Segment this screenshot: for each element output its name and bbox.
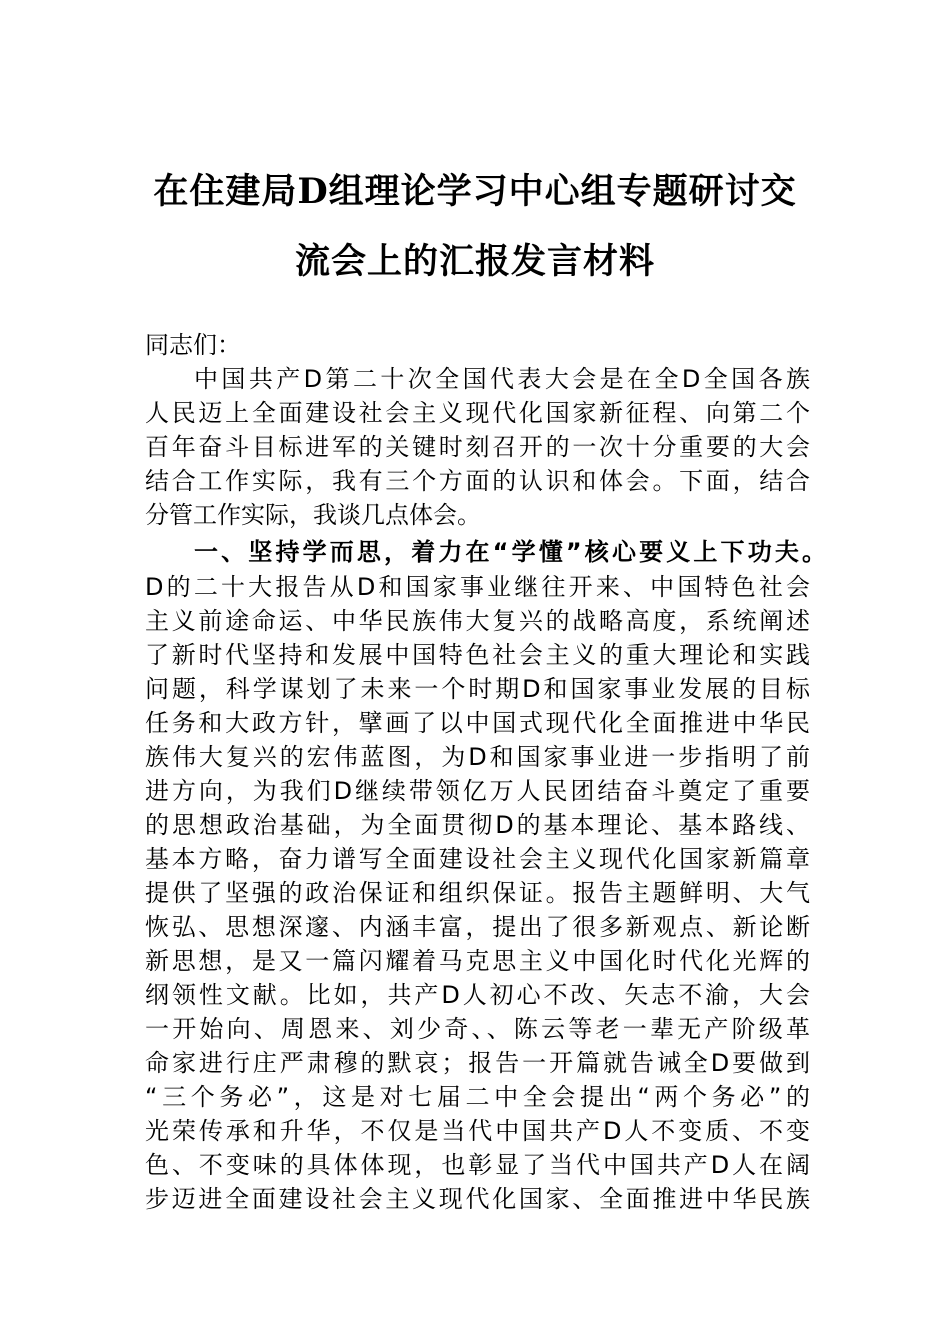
paragraph-2-line: 任务和大政方针，擘画了以中国式现代化全面推进中华民 — [145, 709, 810, 737]
paragraph-1-line: 结合工作实际，我有三个方面的认识和体会。下面，结合 — [145, 467, 810, 495]
paragraph-2-line: 恢弘、思想深邃、内涵丰富，提出了很多新观点、新论断 — [145, 913, 810, 941]
salutation: 同志们： — [145, 331, 241, 359]
paragraph-2-line: 一开始向、周恩来、刘少奇、、陈云等老一辈无产阶级革 — [145, 1015, 810, 1043]
paragraph-2-line: “三个务必”，这是对七届二中全会提出“两个务必”的 — [145, 1083, 810, 1111]
paragraph-2-line: 问题，科学谋划了未来一个时期D和国家事业发展的目标 — [145, 675, 810, 703]
paragraph-2-line: 主义前途命运、中华民族伟大复兴的战略高度，系统阐述 — [145, 607, 810, 635]
paragraph-2-line: 进方向，为我们D继续带领亿万人民团结奋斗奠定了重要 — [145, 777, 810, 805]
section-1-heading: 一、坚持学而思，着力在“学懂”核心要义上下功夫。 — [194, 538, 826, 566]
paragraph-1-line: 中国共产D第二十次全国代表大会是在全D全国各族 — [194, 365, 810, 393]
document-title-line-1: 在住建局D组理论学习中心组专题研讨交 — [153, 171, 797, 212]
paragraph-2-line: 了新时代坚持和发展中国特色社会主义的重大理论和实践 — [145, 641, 810, 669]
paragraph-2-line: 新思想，是又一篇闪耀着马克思主义中国化时代化光辉的 — [145, 947, 810, 975]
paragraph-2-line: 提供了坚强的政治保证和组织保证。报告主题鲜明、大气 — [145, 879, 810, 907]
document-title-line-2: 流会上的汇报发言材料 — [294, 241, 655, 282]
paragraph-2-line: 族伟大复兴的宏伟蓝图，为D和国家事业进一步指明了前 — [145, 743, 810, 771]
paragraph-2-line: 命家进行庄严肃穆的默哀；报告一开篇就告诫全D要做到 — [145, 1049, 810, 1077]
paragraph-1-line: 分管工作实际，我谈几点体会。 — [145, 501, 481, 529]
paragraph-2-line: 光荣传承和升华，不仅是当代中国共产D人不变质、不变 — [145, 1117, 810, 1145]
paragraph-2-line: 步迈进全面建设社会主义现代化国家、全面推进中华民族 — [145, 1185, 810, 1213]
paragraph-2-line: 色、不变味的具体体现，也彰显了当代中国共产D人在阔 — [145, 1151, 810, 1179]
paragraph-2-line: 的思想政治基础，为全面贯彻D的基本理论、基本路线、 — [145, 811, 810, 839]
paragraph-1-line: 人民迈上全面建设社会主义现代化国家新征程、向第二个 — [145, 399, 810, 427]
paragraph-2-line: 纲领性文献。比如，共产D人初心不改、矢志不渝，大会 — [145, 981, 810, 1009]
paragraph-2-line: D的二十大报告从D和国家事业继往开来、中国特色社会 — [145, 573, 810, 601]
paragraph-1-line: 百年奋斗目标进军的关键时刻召开的一次十分重要的大会 — [145, 433, 810, 461]
paragraph-2-line: 基本方略，奋力谱写全面建设社会主义现代化国家新篇章 — [145, 845, 810, 873]
